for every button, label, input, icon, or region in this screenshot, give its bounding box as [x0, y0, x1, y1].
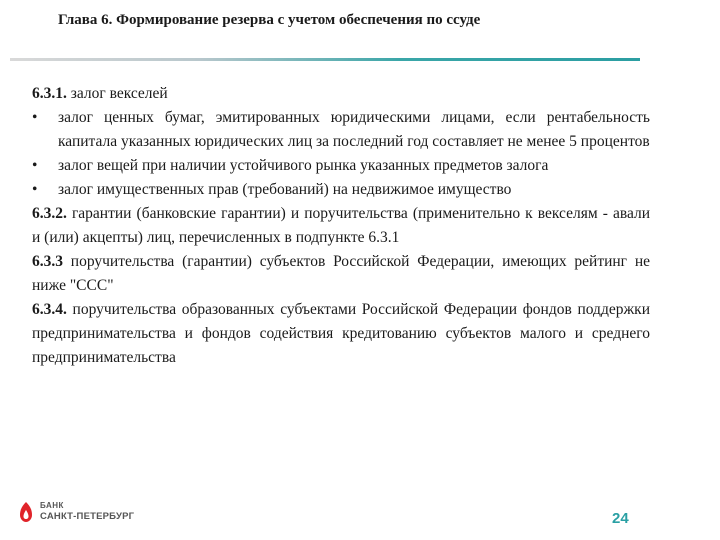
section-text: залог векселей: [66, 85, 168, 102]
section-number: 6.3.2.: [32, 205, 67, 222]
list-item: [32, 106, 650, 154]
section-6-3-1: [32, 82, 650, 106]
logo-text-name: САНКТ-ПЕТЕРБУРГ: [40, 511, 135, 522]
list-item: [32, 178, 650, 202]
bullet-list: [32, 106, 650, 202]
content-body: [32, 82, 650, 370]
bullet-marker: •: [32, 181, 38, 198]
section-number: 6.3.3: [32, 253, 63, 270]
section-text: поручительства образованных субъектами Российской Федерации фондов поддержки предпринимательства и фондов содействия кредитованию субъектов малого и среднего предпринимательства: [32, 301, 650, 366]
section-text: гарантии (банковские гарантии) и поручительства (применительно к векселям - авали и (или) акцепты) лиц, перечисленных в подпункте 6.3.1: [32, 205, 650, 246]
bank-logo-icon: [18, 501, 34, 523]
section-6-3-2: [32, 202, 650, 250]
section-6-3-4: [32, 298, 650, 370]
page-number: 24: [612, 510, 629, 527]
bank-logo: [18, 500, 158, 526]
section-text: поручительства (гарантии) субъектов Российской Федерации, имеющих рейтинг не ниже "ССС": [32, 253, 650, 294]
slide-title: Глава 6. Формирование резерва с учетом обеспечения по ссуде: [58, 12, 481, 28]
list-item-text: залог вещей при наличии устойчивого рынка указанных предметов залога: [58, 157, 549, 174]
section-number: 6.3.4.: [32, 301, 67, 318]
bullet-marker: •: [32, 157, 38, 174]
list-item: [32, 154, 650, 178]
list-item-text: залог ценных бумаг, эмитированных юридическими лицами, если рентабельность капитала указанных юридических лиц за последний год составляет не менее 5 процентов: [58, 109, 650, 150]
section-6-3-3: [32, 250, 650, 298]
logo-text-bank: БАНК: [40, 501, 64, 510]
title-divider: [10, 58, 640, 61]
bullet-marker: •: [32, 109, 38, 126]
list-item-text: залог имущественных прав (требований) на недвижимое имущество: [58, 181, 512, 198]
section-number: 6.3.1.: [32, 85, 67, 102]
